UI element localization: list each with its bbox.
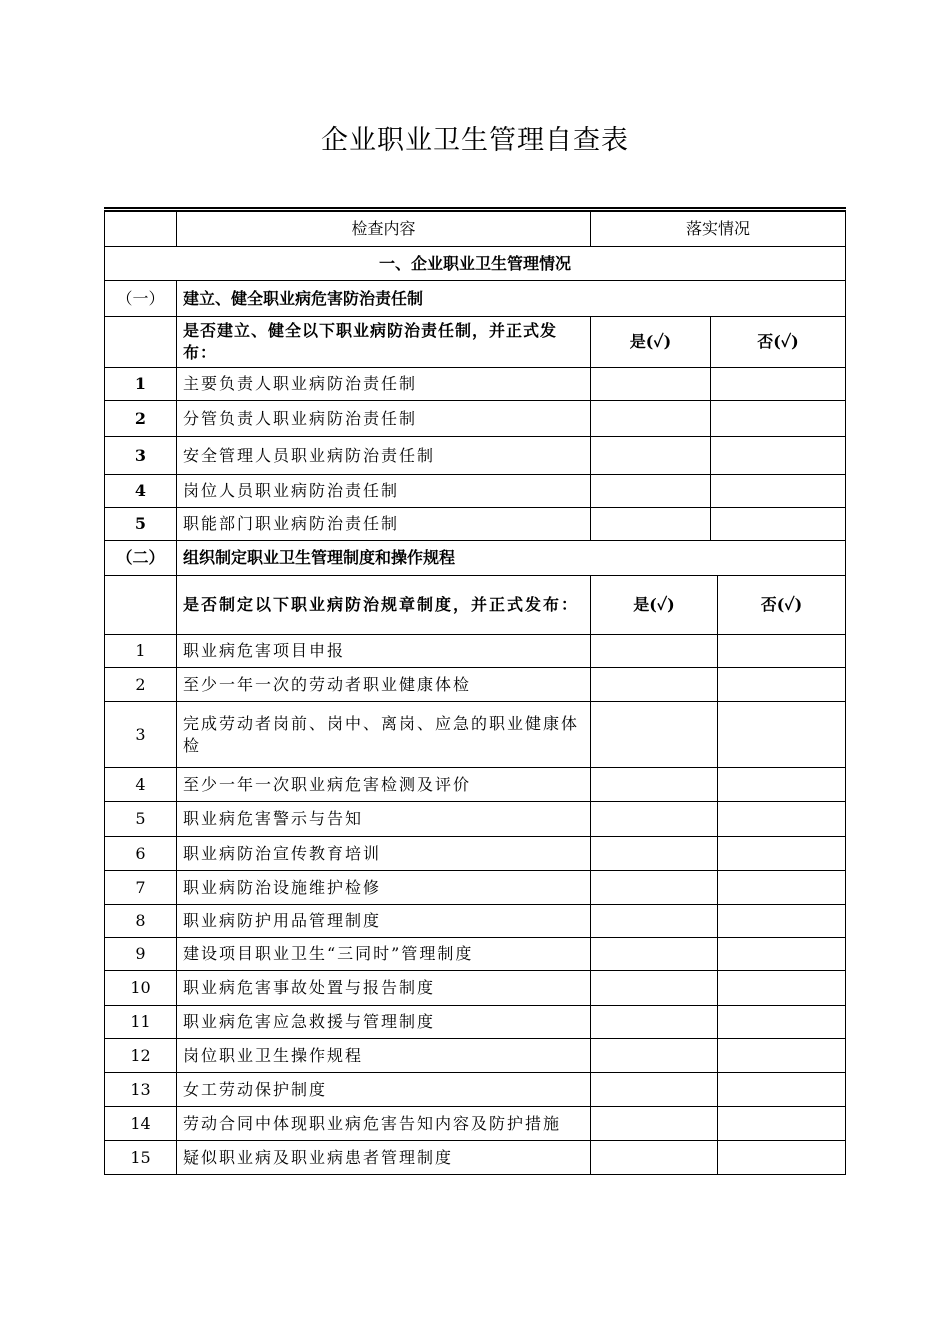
item-number: 12	[105, 1039, 177, 1073]
item-number: 4	[105, 475, 177, 508]
item-number: 4	[105, 768, 177, 802]
item-text: 岗位人员职业病防治责任制	[177, 475, 591, 508]
item-number: 3	[105, 437, 177, 475]
item-number: 9	[105, 938, 177, 971]
no-checkbox-cell[interactable]	[711, 368, 846, 400]
yes-checkbox-cell[interactable]	[591, 1039, 718, 1072]
part1-item-row	[105, 437, 846, 475]
item-number: 14	[105, 1107, 177, 1141]
item-text: 主要负责人职业病防治责任制	[177, 368, 591, 401]
yes-checkbox-cell[interactable]	[591, 368, 711, 400]
item-number: 5	[105, 508, 177, 541]
no-checkbox-cell[interactable]	[718, 802, 846, 836]
yes-checkbox-cell[interactable]	[591, 938, 718, 970]
no-checkbox-cell[interactable]	[718, 768, 846, 801]
part2-question: 是否制定以下职业病防治规章制度，并正式发布：	[177, 576, 591, 635]
item-text: 职能部门职业病防治责任制	[177, 508, 591, 541]
part2-item-row	[105, 1039, 846, 1073]
yes-checkbox-cell[interactable]	[591, 1073, 718, 1106]
yes-checkbox-cell[interactable]	[591, 635, 718, 667]
no-checkbox-cell[interactable]	[718, 837, 846, 870]
item-text: 女工劳动保护制度	[177, 1073, 591, 1107]
no-checkbox-cell[interactable]	[718, 871, 846, 904]
section-title: 一、企业职业卫生管理情况	[105, 247, 846, 281]
table-header-row	[105, 210, 846, 247]
yes-checkbox-cell[interactable]	[591, 768, 718, 801]
no-checkbox-cell[interactable]	[718, 635, 846, 667]
item-number: 10	[105, 971, 177, 1006]
item-number: 2	[105, 668, 177, 702]
part2-yes-header: 是(✓)	[633, 595, 675, 614]
no-checkbox-cell[interactable]	[718, 1107, 846, 1140]
checklist-table	[104, 207, 846, 1175]
header-content: 检查内容	[177, 210, 591, 247]
yes-checkbox-cell[interactable]	[591, 508, 711, 540]
part1-item-row	[105, 368, 846, 401]
part2-item-row	[105, 1107, 846, 1141]
no-checkbox-cell[interactable]	[711, 401, 846, 436]
item-text: 完成劳动者岗前、岗中、离岗、应急的职业健康体检	[177, 702, 591, 768]
item-number: 15	[105, 1141, 177, 1175]
item-text: 建设项目职业卫生“三同时”管理制度	[177, 938, 591, 971]
no-checkbox-cell[interactable]	[718, 1073, 846, 1106]
page-title: 企业职业卫生管理自查表	[321, 125, 629, 156]
part2-item-row	[105, 802, 846, 837]
no-checkbox-cell[interactable]	[718, 702, 846, 767]
item-text: 职业病危害应急救援与管理制度	[177, 1006, 591, 1039]
part1-item-row	[105, 508, 846, 541]
yes-checkbox-cell[interactable]	[591, 871, 718, 904]
no-checkbox-cell[interactable]	[718, 668, 846, 701]
part2-item-row	[105, 837, 846, 871]
part1-item-row	[105, 401, 846, 437]
item-number: 8	[105, 905, 177, 938]
part2-no-header: 否(✓)	[718, 576, 846, 634]
item-text: 岗位职业卫生操作规程	[177, 1039, 591, 1073]
part2-item-row	[105, 768, 846, 802]
part2-item-row	[105, 1141, 846, 1175]
yes-checkbox-cell[interactable]	[591, 668, 718, 701]
no-checkbox-cell[interactable]	[718, 1039, 846, 1072]
yes-checkbox-cell[interactable]	[591, 1006, 718, 1038]
yes-checkbox-cell[interactable]	[591, 1141, 718, 1174]
item-text: 疑似职业病及职业病患者管理制度	[177, 1141, 591, 1175]
no-checkbox-cell[interactable]	[711, 437, 846, 474]
item-number: 5	[105, 802, 177, 837]
item-text: 安全管理人员职业病防治责任制	[177, 437, 591, 475]
part2-item-row	[105, 871, 846, 905]
no-checkbox-cell[interactable]	[718, 1141, 846, 1174]
item-text: 至少一年一次职业病危害检测及评价	[177, 768, 591, 802]
item-text: 职业病危害警示与告知	[177, 802, 591, 837]
part2-title-row	[105, 541, 846, 576]
no-checkbox-cell[interactable]	[718, 938, 846, 970]
yes-checkbox-cell[interactable]	[591, 437, 711, 474]
yes-checkbox-cell[interactable]	[591, 971, 718, 1005]
part2-num: （二）	[105, 541, 177, 576]
yes-checkbox-cell[interactable]	[591, 802, 718, 836]
no-checkbox-cell[interactable]	[711, 475, 846, 507]
part1-title-row	[105, 281, 846, 317]
part1-yes-header: 是(✓)	[629, 332, 672, 351]
yes-checkbox-cell[interactable]	[591, 905, 718, 937]
yes-checkbox-cell[interactable]	[591, 475, 711, 507]
no-checkbox-cell[interactable]	[718, 1006, 846, 1038]
no-checkbox-cell[interactable]	[718, 905, 846, 937]
item-number: 2	[105, 401, 177, 437]
part1-question: 是否建立、健全以下职业病防治责任制，并正式发布：	[177, 317, 591, 368]
item-text: 职业病危害项目申报	[177, 635, 591, 668]
part2-item-row	[105, 702, 846, 768]
item-text: 劳动合同中体现职业病危害告知内容及防护措施	[177, 1107, 591, 1141]
item-number: 1	[105, 368, 177, 401]
yes-checkbox-cell[interactable]	[591, 702, 718, 767]
part1-num: （一）	[105, 281, 177, 317]
item-number: 1	[105, 635, 177, 668]
part2-item-row	[105, 938, 846, 971]
item-text: 职业病防治宣传教育培训	[177, 837, 591, 871]
no-checkbox-cell[interactable]	[718, 971, 846, 1005]
yes-checkbox-cell[interactable]	[591, 1107, 718, 1140]
item-text: 分管负责人职业病防治责任制	[177, 401, 591, 437]
part2-item-row	[105, 1073, 846, 1107]
item-number: 7	[105, 871, 177, 905]
part2-item-row	[105, 635, 846, 668]
no-checkbox-cell[interactable]	[711, 508, 846, 540]
part1-item-row	[105, 475, 846, 508]
part2-question-row	[105, 576, 846, 635]
item-text: 至少一年一次的劳动者职业健康体检	[177, 668, 591, 702]
yes-checkbox-cell[interactable]	[591, 837, 718, 870]
yes-checkbox-cell[interactable]	[591, 401, 711, 436]
part2-title: 组织制定职业卫生管理制度和操作规程	[177, 541, 846, 576]
part2-item-row	[105, 1006, 846, 1039]
part1-question-row	[105, 317, 846, 368]
part1-no-header: 否(✓)	[711, 317, 846, 367]
item-number: 3	[105, 702, 177, 768]
part1-title: 建立、健全职业病危害防治责任制	[177, 281, 846, 317]
header-status: 落实情况	[591, 210, 846, 247]
part2-item-row	[105, 668, 846, 702]
item-number: 6	[105, 837, 177, 871]
item-text: 职业病防护用品管理制度	[177, 905, 591, 938]
item-number: 13	[105, 1073, 177, 1107]
part2-item-row	[105, 905, 846, 938]
item-text: 职业病危害事故处置与报告制度	[177, 971, 591, 1006]
item-number: 11	[105, 1006, 177, 1039]
section-row	[105, 247, 846, 281]
part2-item-row	[105, 971, 846, 1006]
item-text: 职业病防治设施维护检修	[177, 871, 591, 905]
